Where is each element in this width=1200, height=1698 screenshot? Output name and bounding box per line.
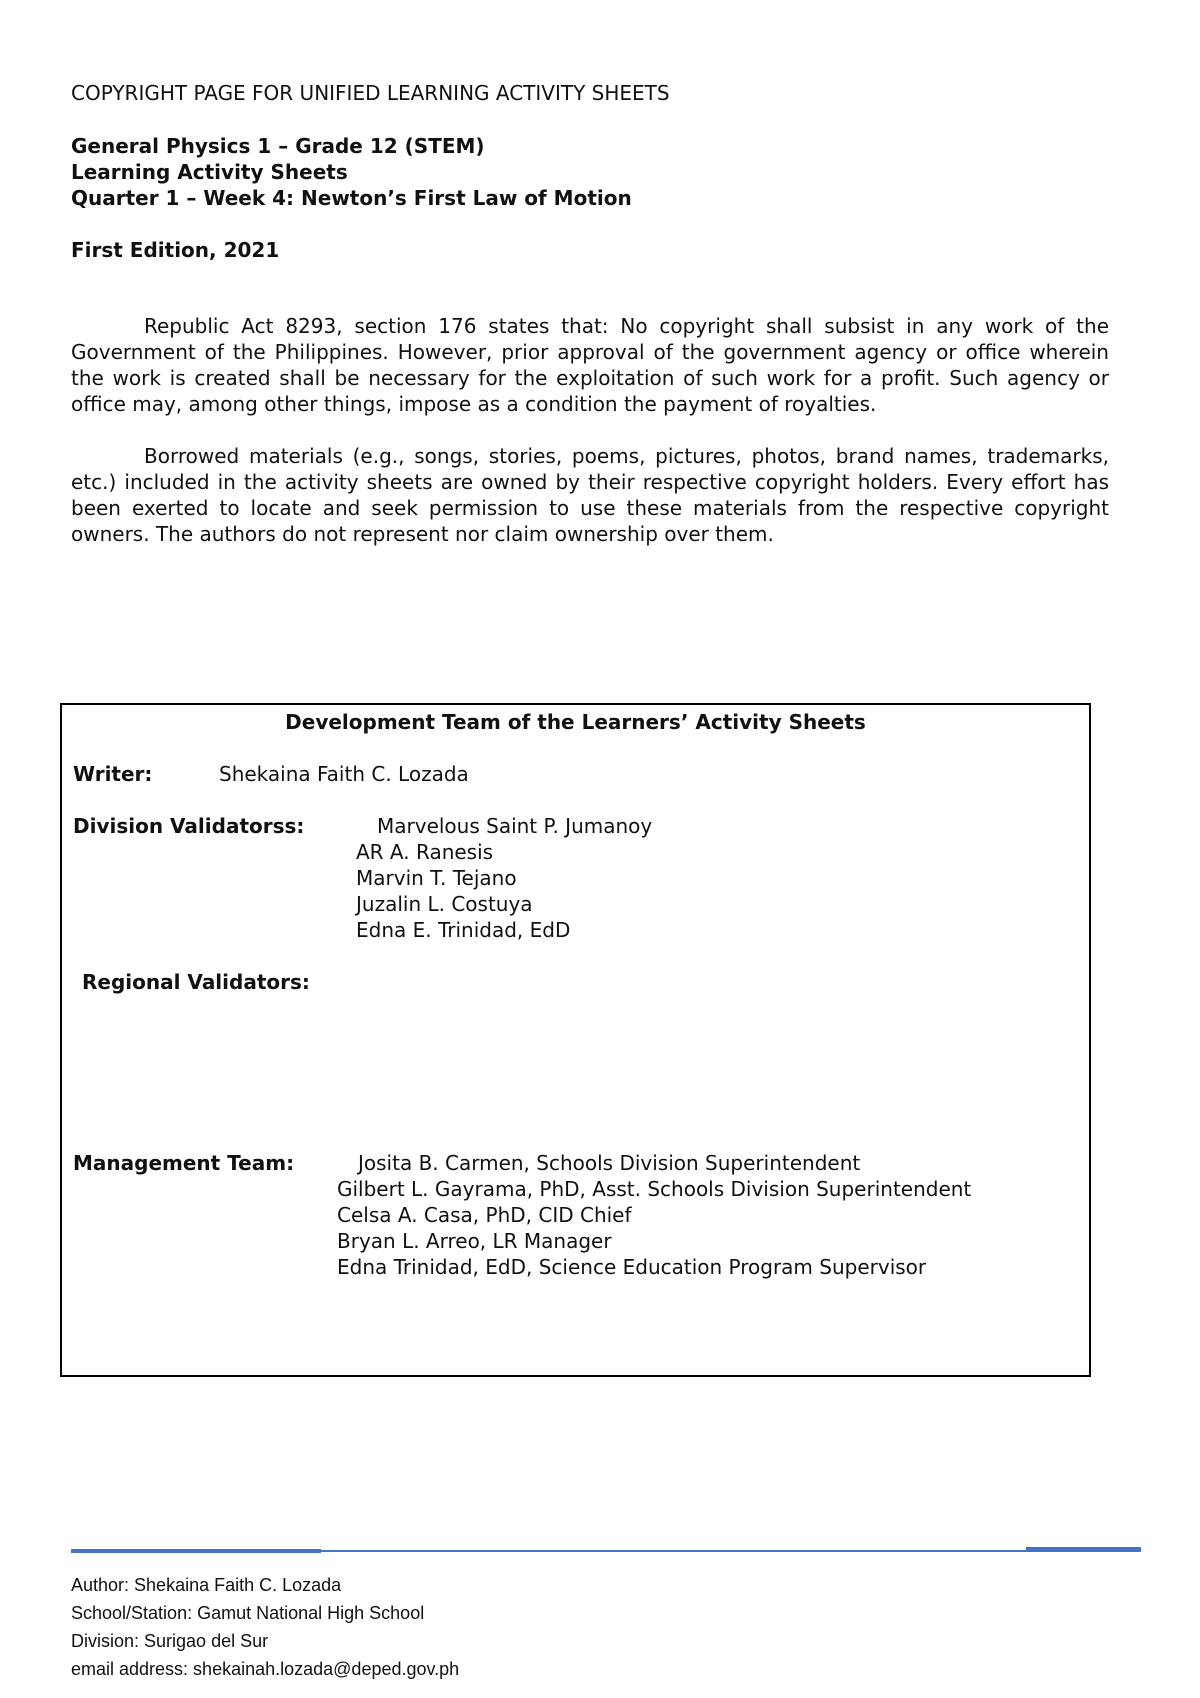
- management-member: Celsa A. Casa, PhD, CID Chief: [337, 1203, 632, 1227]
- regional-validators-label: Regional Validators:: [82, 970, 310, 994]
- management-member: Edna Trinidad, EdD, Science Education Program Supervisor: [337, 1255, 927, 1279]
- writer-label: Writer:: [73, 762, 153, 786]
- footer-school: School/Station: Gamut National High School: [71, 1603, 425, 1623]
- footer-division: Division: Surigao del Sur: [71, 1631, 269, 1651]
- division-validator: Edna E. Trinidad, EdD: [356, 918, 571, 942]
- management-member: Gilbert L. Gayrama, PhD, Asst. Schools Division Superintendent: [337, 1177, 972, 1201]
- division-validator: Juzalin L. Costuya: [356, 892, 533, 916]
- footer-email: email address: shekainah.lozada@deped.gov.ph: [71, 1659, 460, 1679]
- division-validators-label: Division Validatorss:: [73, 814, 305, 838]
- division-validator: Marvelous Saint P. Jumanoy: [377, 814, 653, 838]
- division-validator: AR A. Ranesis: [356, 840, 494, 864]
- subject-title: General Physics 1 – Grade 12 (STEM): [71, 134, 485, 158]
- footer-divider: [71, 1549, 1141, 1553]
- management-member: Bryan L. Arreo, LR Manager: [337, 1229, 612, 1253]
- copyright-paragraph: Republic Act 8293, section 176 states that: No copyright shall subsist in any work of the Government of the Philippines. However, prior approval of the government agency or office wherein the work is created shall be necessary for the exploitation of such work for a profit. Such agency or office may, among other things, impose as a condition the payment of royalties.: [71, 314, 1109, 416]
- development-team-box: [60, 703, 1091, 1377]
- borrowed-materials-paragraph: Borrowed materials (e.g., songs, stories, poems, pictures, photos, brand names, trademarks, etc.) included in the activity sheets are owned by their respective copyright holders. Every effort has been exerted to locate and seek permission to use these materials from the respective copyright owners. The authors do not represent nor claim ownership over them.: [71, 444, 1109, 546]
- management-member: Josita B. Carmen, Schools Division Superintendent: [358, 1151, 861, 1175]
- series-title: Learning Activity Sheets: [71, 160, 348, 184]
- writer-name: Shekaina Faith C. Lozada: [219, 762, 469, 786]
- management-team-label: Management Team:: [73, 1151, 295, 1175]
- footer-author: Author: Shekaina Faith C. Lozada: [71, 1575, 342, 1595]
- edition-label: First Edition, 2021: [71, 238, 280, 262]
- copyright-page-title: COPYRIGHT PAGE FOR UNIFIED LEARNING ACTIVITY SHEETS: [71, 81, 670, 105]
- quarter-title: Quarter 1 – Week 4: Newton’s First Law of Motion: [71, 186, 632, 210]
- division-validator: Marvin T. Tejano: [356, 866, 517, 890]
- team-title: Development Team of the Learners’ Activity Sheets: [285, 710, 866, 734]
